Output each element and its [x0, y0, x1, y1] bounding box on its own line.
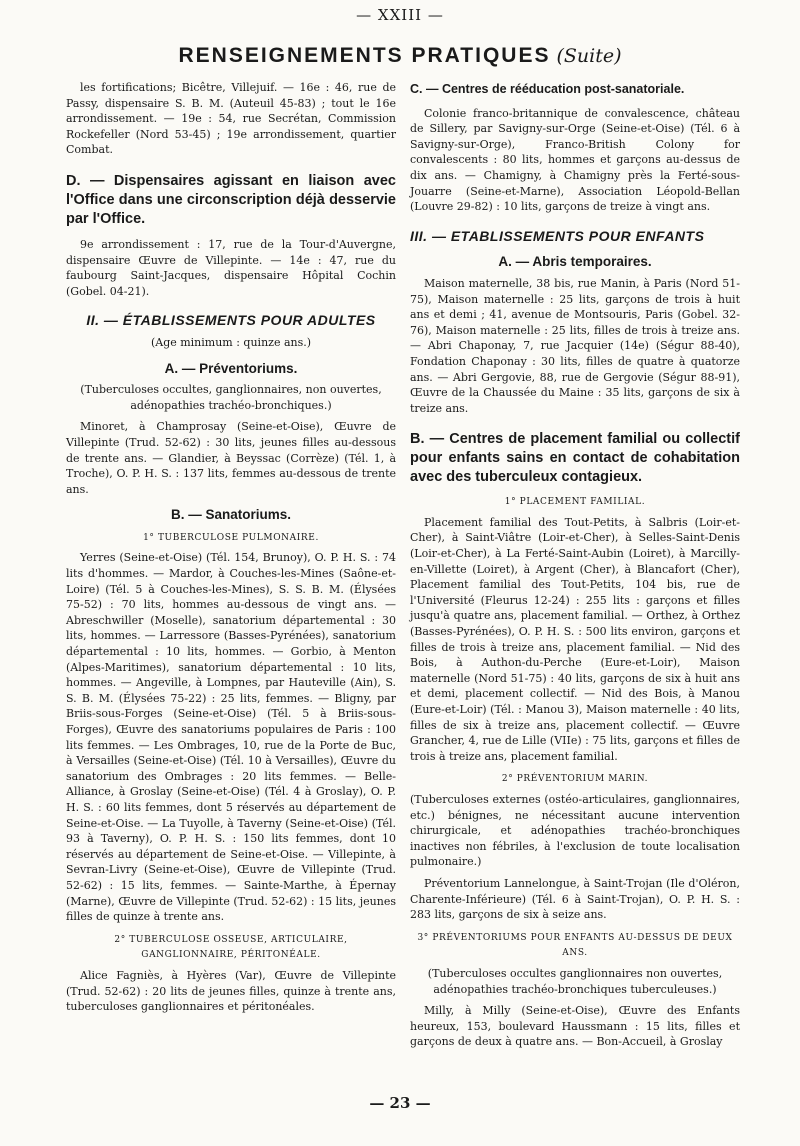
paragraph: Milly, à Milly (Seine-et-Oise), Œuvre des Enfants heureux, 153, boulevard Haussmann : 15 lits, filles et garçons de deux à quatre ans. — Bon-Accueil, à Groslay — [410, 1004, 740, 1049]
paragraph: Placement familial des Tout-Petits, à Salbris (Loir-et-Cher), à Saint-Viâtre (Loir-et-Cher), à Selles-Saint-Denis (Loir-et-Cher), à La Ferté-Saint-Aubin (Loiret), à Marcilly-en-Villette (Loiret), à Argent (Cher), à Blancafort (Cher), Placement familial des Tout-Petits, 104 bis, rue de l'Université (Fleurus 12-24) : 255 lits : garçons et filles jusqu'à quatre ans, placement familial. — Orthez, à Orthez (Basses-Pyrénées), O. P. H. S. : 500 lits environ, garçons et filles de trois à treize ans, placement familial. — Nid des Bois, à Authon-du-Perche (Eure-et-Loir), Maison maternelle (Nord 51-75) : 40 lits, garçons de six à huit ans et demi, placement collectif. — Nid des Bois, à Manou (Eure-et-Loir) (Tél. : Manou 3), Maison maternelle : 40 lits, filles de six à treize ans, placement collectif. — Œuvre Grancher, 4, rue de Lille (VIIe) : 75 lits, garçons et filles de trois à treize ans, placement familial. — [410, 515, 740, 763]
paragraph: Minoret, à Champrosay (Seine-et-Oise), Œuvre de Villepinte (Trud. 52-62) : 30 lits, jeunes filles au-dessous de trente ans. — Glandier, à Beyssac (Corrèze) (Tél. 1, à Troche), O. P. H. S. : 137 lits, femmes au-dessous de trente ans. — [66, 420, 396, 496]
left-column — [66, 80, 396, 1018]
page-title-suite: (Suite) — [556, 45, 622, 67]
small-caps-heading: 3° PRÉVENTORIUMS POUR ENFANTS AU-DESSUS DE DEUX ANS. — [417, 932, 733, 959]
page-title — [0, 44, 800, 68]
section-heading-b: B. — Centres de placement familial ou collectif pour enfants sains en contact de cohabitation avec des tuberculeux contagieux. — [410, 431, 740, 486]
subsection-heading-a: A. — Abris temporaires. — [498, 254, 652, 270]
section-heading-d: D. — Dispensaires agissant en liaison avec l'Office dans une circonscription déjà desservie par l'Office. — [66, 172, 396, 227]
paragraph: Maison maternelle, 38 bis, rue Manin, à Paris (Nord 51-75), Maison maternelle : 25 lits, garçons de trois à huit ans et demi ; 41, avenue de Montsouris, Paris (Gobel. 32-76), Maison maternelle : 25 lits, filles de trois à treize ans. — Abri Chaponay, 7, rue Jacquier (14e) (Ségur 88-40), Fondation Chaponay : 30 lits, filles de quatre à quatorze ans. — Abri Gergovie, 88, rue de Gergovie (Ségur 88-91), Œuvre de la Chaussée du Maine : 35 lits, garçons de six à treize ans. — [410, 276, 740, 415]
section-heading-iii: III. — ETABLISSEMENTS POUR ENFANTS — [410, 227, 705, 244]
indications-note: (Tuberculoses externes (ostéo-articulaires, ganglionnaires, etc.) bénignes, ne nécessitant aucune intervention chirurgicale, et adénopathies trachéo-bronchiques inactives non fébriles, à l'exclusion de toute localisation pulmonaire.) — [410, 792, 740, 869]
paragraph: Colonie franco-britannique de convalescence, château de Sillery, par Savigny-sur-Orge (Seine-et-Oise) (Tél. 6 à Savigny-sur-Orge), Franco-British Colony for convalescents : 80 lits, hommes et garçons au-dessus de dix ans. — Chamigny, à Chamigny près la Ferté-sous-Jouarre (Seine-et-Marne), Association Léopold-Bellan (Louvre 29-82) : 10 lits, garçons de treize à vingt ans. — [410, 106, 740, 214]
paragraph: les fortifications; Bicêtre, Villejuif. — 16e : 46, rue de Passy, dispensaire S. B. M. (Auteuil 45-83) ; tout le 16e arrondissement. — 19e : 54, rue Secrétan, Commission Rockefeller (Nord 53-45) ; 19e arrondissement, quartier Combat. — [66, 81, 396, 157]
indications-note: (Tuberculoses occultes ganglionnaires non ouvertes, adénopathies trachéo-bronchiques tuberculeuses.) — [427, 966, 723, 996]
small-caps-heading: 2° PRÉVENTORIUM MARIN. — [501, 774, 649, 785]
small-caps-heading: 1° TUBERCULOSE PULMONAIRE. — [143, 532, 319, 543]
paragraph: Yerres (Seine-et-Oise) (Tél. 154, Brunoy), O. P. H. S. : 74 lits d'hommes. — Mardor, à Couches-les-Mines (Saône-et-Loire) (Tél. 5 à Couches-les-Mines), S. S. B. M. (Élysées 75-52) : 70 lits, hommes au-dessous de vingt ans. — Abreschwiller (Moselle), sanatorium départemental : 30 lits, hommes. — Larressore (Basses-Pyrénées), sanatorium départemental : 10 lits, hommes. — Gorbio, à Menton (Alpes-Maritimes), sanatorium départemental : 10 lits, hommes. — Angeville, à Lompnes, par Hauteville (Ain), S. S. B. M. (Élysées 75-22) : 25 lits, femmes. — Bligny, par Briis-sous-Forges (Seine-et-Oise) (Tél. 5 à Briis-sous-Forges), Œuvre des sanatoriums populaires de Paris : 100 lits femmes. — Les Ombrages, 10, rue de la Porte de Buc, à Versailles (Seine-et-Oise) (Tél. 10 à Versailles), Œuvre du sanatorium des Ombrages : 20 lits femmes. — Belle-Alliance, à Groslay (Seine-et-Oise) (Tél. 4 à Groslay), O. P. H. S. : 60 lits femmes, dont 5 réservés au département de Seine-et-Oise. — La Tuyolle, à Taverny (Seine-et-Oise) (Tél. 93 à Taverny), O. P. H. S. : 150 lits femmes, dont 10 réservés au département de Seine-et-Oise. — Villepinte, à Sevran-Livry (Seine-et-Oise), Œuvre de Villepinte (Trud. 52-62) : 15 lits, femmes. — Sainte-Marthe, à Épernay (Marne), Œuvre de Villepinte (Trud. 52-62) : 15 lits, jeunes filles de quinze à trente ans. — [66, 551, 396, 924]
page-number: — 23 — — [369, 1094, 431, 1112]
indications-note: (Tuberculoses occultes, ganglionnaires, non ouvertes, adénopathies trachéo-bronchiques.) — [80, 383, 382, 412]
page-title-main: RENSEIGNEMENTS PRATIQUES — [178, 44, 551, 67]
small-caps-heading: 1° PLACEMENT FAMILIAL. — [504, 497, 646, 508]
subsection-heading-b: B. — Sanatoriums. — [170, 507, 292, 523]
section-heading-c: C. — Centres de rééducation post-sanatoriale. — [410, 82, 685, 96]
roman-page-number: — XXIII — — [356, 6, 444, 24]
age-note: (Age minimum : quinze ans.) — [150, 335, 312, 349]
small-caps-heading: 2° TUBERCULOSE OSSEUSE, ARTICULAIRE, GANGLIONNAIRE, PÉRITONÉALE. — [114, 934, 348, 961]
section-heading-ii: II. — ÉTABLISSEMENTS POUR ADULTES — [86, 312, 376, 329]
paragraph: 9e arrondissement : 17, rue de la Tour-d'Auvergne, dispensaire Œuvre de Villepinte. — 14e : 47, rue du faubourg Saint-Jacques, dispensaire Hôpital Cochin (Gobel. 04-21). — [66, 237, 396, 298]
right-column — [410, 80, 740, 1053]
subsection-heading-a: A. — Préventoriums. — [164, 360, 298, 376]
paragraph: Alice Fagniès, à Hyères (Var), Œuvre de Villepinte (Trud. 52-62) : 20 lits de jeunes filles, quinze à trente ans, tuberculoses ganglionnaires et péritonéales. — [66, 968, 396, 1014]
paragraph: Préventorium Lannelongue, à Saint-Trojan (Ile d'Oléron, Charente-Inférieure) (Tél. 6 à Saint-Trojan), O. P. H. S. : 283 lits, garçons de six à seize ans. — [410, 876, 740, 922]
